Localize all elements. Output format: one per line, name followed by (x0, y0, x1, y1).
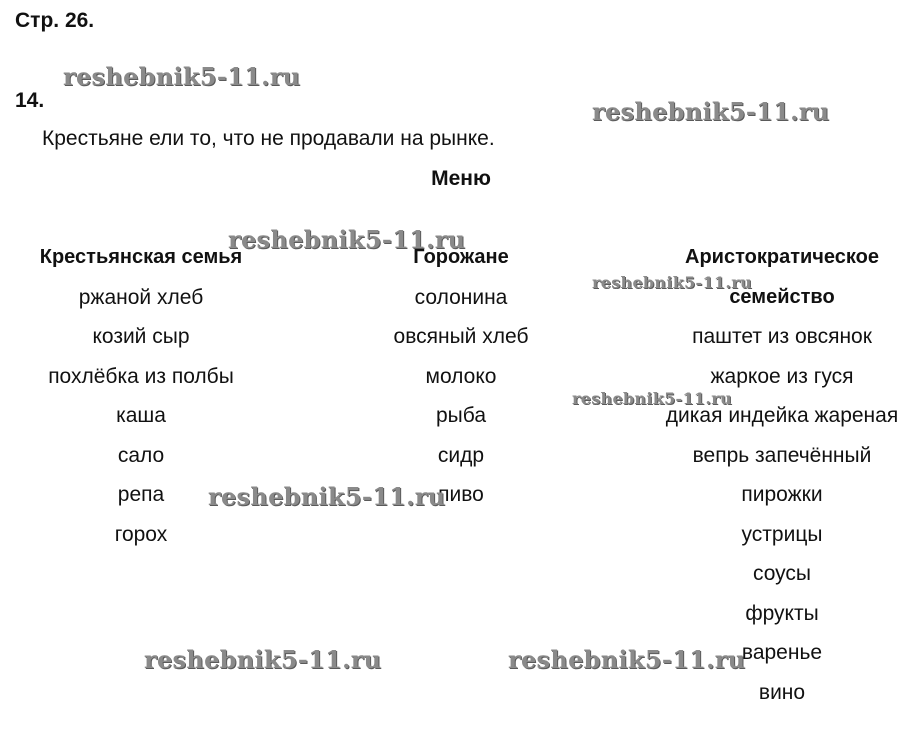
list-item: репа (117, 483, 165, 506)
menu-title: Меню (431, 167, 491, 190)
list-item: соусы (752, 562, 812, 585)
list-item: горох (114, 523, 168, 546)
list-item: рыба (436, 404, 486, 427)
list-item: сало (117, 444, 165, 467)
list-item: жаркое из гуся (710, 365, 854, 388)
list-item: каша (116, 404, 166, 427)
list-item: пиво (438, 483, 484, 506)
task-number: 14. (15, 89, 45, 112)
list-item: козий сыр (92, 325, 190, 348)
list-item: солонина (414, 286, 508, 309)
watermark: reshebnik5-11.ru (592, 273, 752, 292)
list-item: фрукты (745, 602, 819, 625)
page-label: Стр. 26. (15, 9, 95, 32)
list-item: ржаной хлеб (78, 286, 204, 309)
watermark: reshebnik5-11.ru (508, 645, 746, 674)
column-heading-aristocrats-line1: Аристократическое (685, 246, 879, 268)
column-heading-aristocrats-line2: семейство (729, 286, 835, 308)
watermark: reshebnik5-11.ru (63, 62, 301, 91)
list-item: молоко (425, 365, 497, 388)
list-item: вино (758, 681, 806, 704)
column-heading-townspeople: Горожане (413, 246, 509, 268)
watermark: reshebnik5-11.ru (208, 482, 446, 511)
watermark: reshebnik5-11.ru (144, 645, 382, 674)
column-heading-peasants: Крестьянская семья (39, 246, 243, 268)
watermark: reshebnik5-11.ru (572, 389, 732, 408)
list-item: овсяный хлеб (393, 325, 529, 348)
list-item: паштет из овсянок (692, 325, 872, 348)
list-item: варенье (741, 641, 823, 664)
list-item: вепрь запечённый (692, 444, 872, 467)
list-item: дикая индейка жареная (665, 404, 899, 427)
list-item: устрицы (741, 523, 823, 546)
list-item: сидр (437, 444, 485, 467)
watermark: reshebnik5-11.ru (592, 97, 830, 126)
watermark: reshebnik5-11.ru (228, 225, 466, 254)
list-item: похлёбка из полбы (48, 365, 234, 388)
task-text: Крестьяне ели то, что не продавали на рынке. (42, 127, 495, 150)
list-item: пирожки (741, 483, 823, 506)
